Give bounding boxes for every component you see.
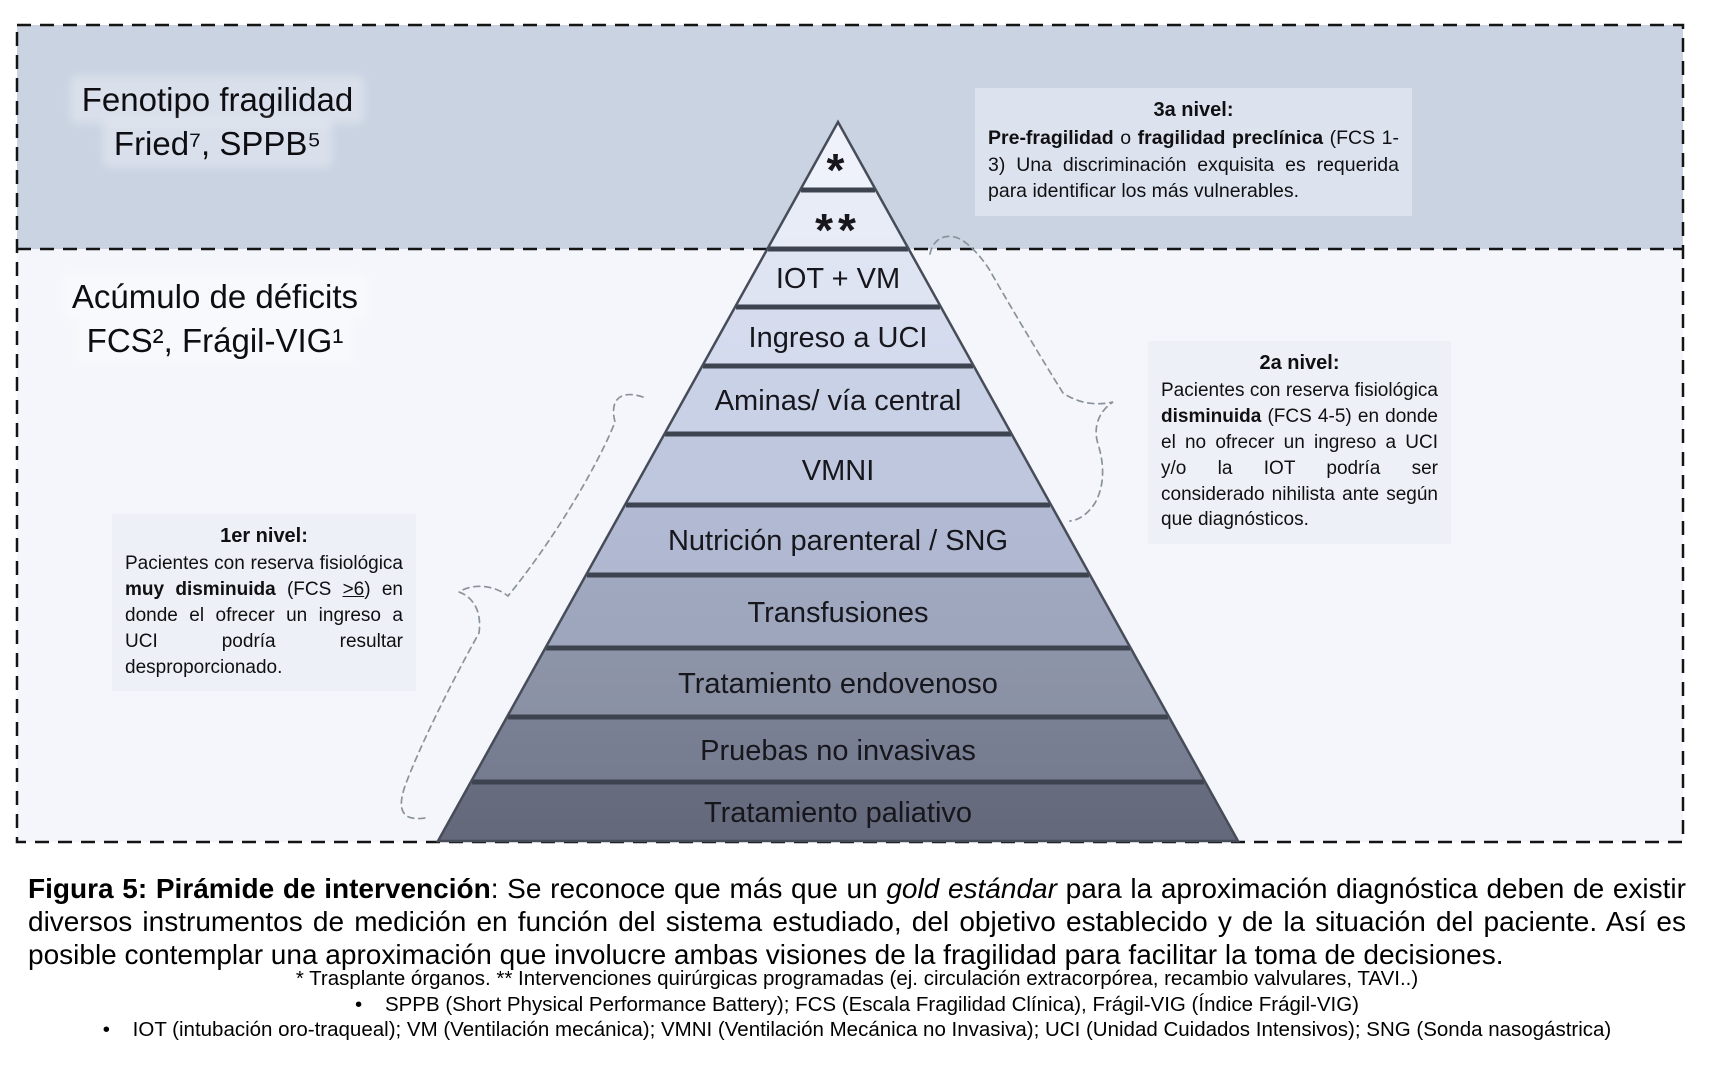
- note-3a-nivel: [975, 88, 1412, 216]
- note-bold-text: disminuida: [1161, 406, 1262, 428]
- caption-text: : Se reconoce que más que un: [490, 873, 887, 904]
- caption-bold-title: Figura 5: Pirámide de intervención: [28, 873, 491, 904]
- pyramid-level-label: Pruebas no invasivas: [700, 735, 976, 767]
- heading-line: Acúmulo de déficits: [66, 278, 364, 315]
- note-text: o: [1113, 127, 1138, 150]
- pyramid-level-label: Nutrición parenteral / SNG: [667, 525, 1009, 557]
- pyramid-level-label: Transfusiones: [747, 597, 929, 629]
- note-title: 2a nivel:: [1259, 352, 1340, 374]
- fenotipo-fragilidad-heading: [45, 78, 390, 166]
- note-underlined-text: >6: [342, 579, 365, 601]
- footnote-line: * Trasplante órganos. ** Intervenciones quirúrgicas programadas (ej. circulación extracorpórea, recambio valvulares, TAVI..): [295, 967, 1419, 990]
- pyramid-level-label: IOT + VM: [775, 263, 901, 295]
- pyramid-level-label: VMNI: [801, 455, 875, 487]
- figure-footnotes: [28, 966, 1686, 1043]
- figure-caption: [28, 872, 1686, 971]
- footnote-line: • IOT (intubación oro-traqueal); VM (Ventilación mecánica); VMNI (Ventilación Mecánica no Invasiva); UCI (Unidad Cuidados Intensivos); SNG (Sonda nasogástrica): [102, 1018, 1612, 1041]
- note-text: Pacientes con reserva fisiológica: [125, 553, 403, 575]
- pyramid-level-label: **: [815, 204, 861, 256]
- note-bold-text: fragilidad preclínica: [1137, 127, 1324, 150]
- note-text: ) en donde el ofrecer un ingreso a UCI podría resultar desproporcionado.: [125, 579, 404, 678]
- caption-italic-text: gold estándar: [886, 873, 1057, 904]
- heading-line: FCS², Frágil-VIG¹: [81, 322, 350, 359]
- footnote-line: • SPPB (Short Physical Performance Battery); FCS (Escala Fragilidad Clínica), Frágil-VIG (Índice Frágil-VIG): [355, 992, 1359, 1016]
- pyramid-level-label: Tratamiento paliativo: [703, 797, 973, 829]
- pyramid-level-label: Ingreso a UCI: [748, 322, 928, 354]
- pyramid-level-label: *: [826, 144, 850, 196]
- note-text: (FCS 4-5) en donde el no ofrecer un ingreso a UCI y/o la IOT podría ser considerado nihilista ante según que diagnósticos.: [1161, 406, 1438, 531]
- heading-line: Fried⁷, SPPB⁵: [108, 125, 327, 162]
- note-text: Pacientes con reserva fisiológica: [1161, 380, 1438, 402]
- pyramid-level-label: Tratamiento endovenoso: [678, 668, 998, 700]
- caption-text: para la aproximación diagnóstica deben de existir diversos instrumentos de medición en función del sistema estudiado, del objetivo establecido y de la situación del paciente. Así es posible contemplar una aproximación que involucre ambas visiones de la fragilidad para facilitar la toma de decisiones.: [28, 873, 1686, 971]
- note-bold-text: muy disminuida: [125, 579, 276, 601]
- note-1er-nivel: [112, 514, 416, 691]
- note-body: [1161, 378, 1438, 533]
- note-title: 1er nivel:: [220, 525, 308, 547]
- acumulo-deficits-heading: [40, 275, 390, 363]
- note-text: Una discriminación exquisita es requerida para identificar los más vulnerables.: [988, 153, 1399, 203]
- note-body: [988, 125, 1399, 205]
- note-text: (FCS 1-3): [988, 127, 1399, 176]
- heading-line: Fenotipo fragilidad: [76, 81, 360, 118]
- note-body: [125, 551, 403, 680]
- pyramid-level-label: Aminas/ vía central: [714, 385, 962, 417]
- note-bold-text: Pre-fragilidad: [988, 127, 1114, 150]
- note-text: (FCS: [275, 579, 343, 601]
- note-2a-nivel: [1148, 341, 1451, 544]
- note-title: 3a nivel:: [1153, 99, 1234, 121]
